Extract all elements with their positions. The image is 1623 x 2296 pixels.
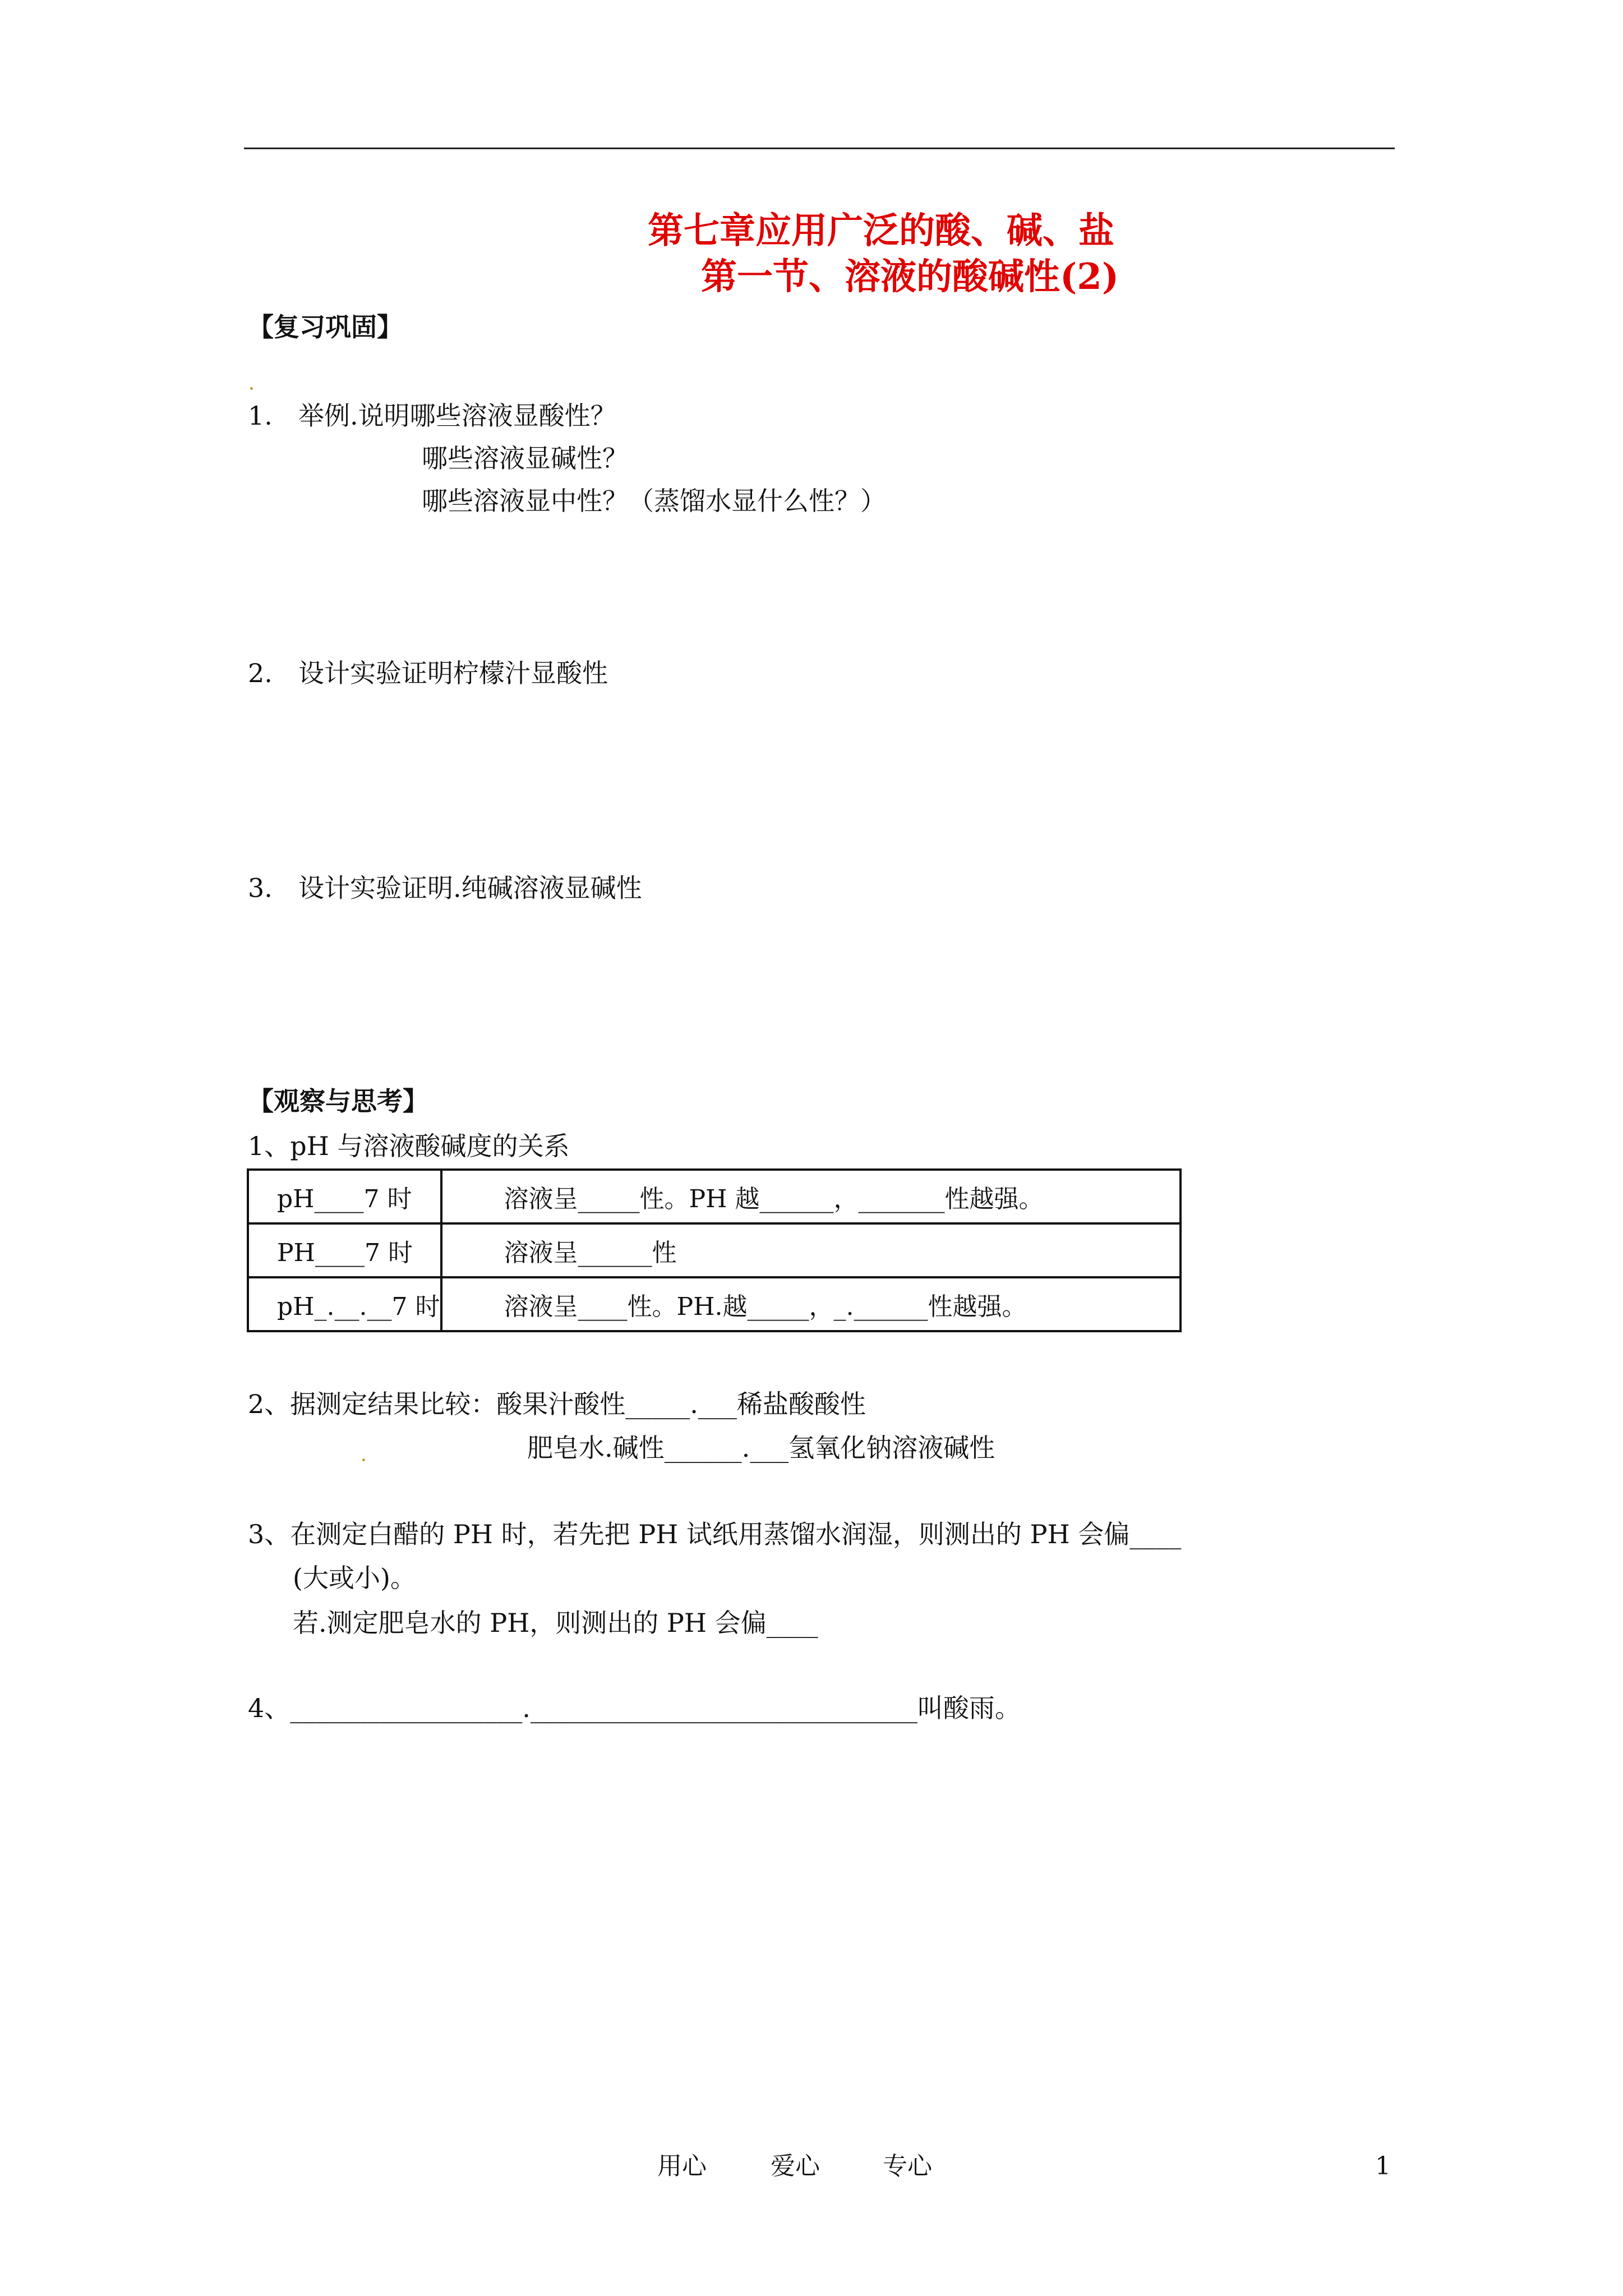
table-cell-description: 溶液呈_____性。PH 越______，_______性越强。 [441,1170,1181,1223]
speck [362,1458,365,1461]
review-heading: 【复习巩固】 [248,312,403,342]
section-title: 第一节、溶液的酸碱性(2) [701,256,1119,298]
ph-relationship-table [247,1168,1182,1332]
observe-heading: 【观察与思考】 [248,1086,428,1116]
question-2-number: 2. [248,658,273,688]
speck [250,387,253,390]
footer-motto-3: 专心 [883,2152,932,2180]
table-row [248,1223,1181,1277]
question-3 [248,875,642,901]
question-1 [248,403,616,429]
question-1-line-2: 哪些溶液显碱性？ [422,443,628,473]
observe-item-3-line-2: (大或小)。 [293,1563,416,1593]
header-rule [244,148,1395,149]
table-row [248,1277,1181,1331]
observe-item-3-line-1: 3、在测定白醋的 PH 时，若先把 PH 试纸用蒸馏水润湿，则测出的 PH 会偏____ [248,1519,1182,1549]
observe-item-1-title: 1、pH 与溶液酸碱度的关系 [248,1131,570,1161]
observe-item-2-line-2: 肥皂水.碱性______.___氢氧化钠溶液碱性 [527,1433,995,1463]
page-number: 1 [1375,2152,1391,2180]
table-cell-condition: pH_.__.__7 时 [248,1277,441,1331]
chapter-title: 第七章应用广泛的酸、碱、盐 [648,210,1114,252]
question-3-text: 设计实验证明.纯碱溶液显碱性 [298,873,642,903]
table-cell-condition: PH____7 时 [248,1223,441,1277]
footer-motto-1: 用心 [657,2152,707,2180]
question-1-line-3: 哪些溶液显中性？（蒸馏水显什么性？） [422,486,886,516]
table-row [248,1170,1181,1223]
question-3-number: 3. [248,873,273,903]
question-2 [248,660,608,686]
question-1-line-1: 举例.说明哪些溶液显酸性？ [298,401,616,431]
observe-item-3-line-3: 若.测定肥皂水的 PH，则测出的 PH 会偏____ [293,1608,818,1638]
table-cell-description: 溶液呈______性 [441,1223,1181,1277]
table-cell-condition: pH____7 时 [248,1170,441,1223]
question-2-text: 设计实验证明柠檬汁显酸性 [298,658,608,688]
table-cell-description: 溶液呈____性。PH.越_____，_.______性越强。 [441,1277,1181,1331]
question-1-number: 1. [248,401,273,431]
observe-item-4: 4、__________________.______________________________叫酸雨。 [248,1693,1021,1723]
observe-item-2-line-1: 2、据测定结果比较：酸果汁酸性_____.___稀盐酸酸性 [248,1389,866,1419]
footer-motto-2: 爱心 [771,2152,820,2180]
